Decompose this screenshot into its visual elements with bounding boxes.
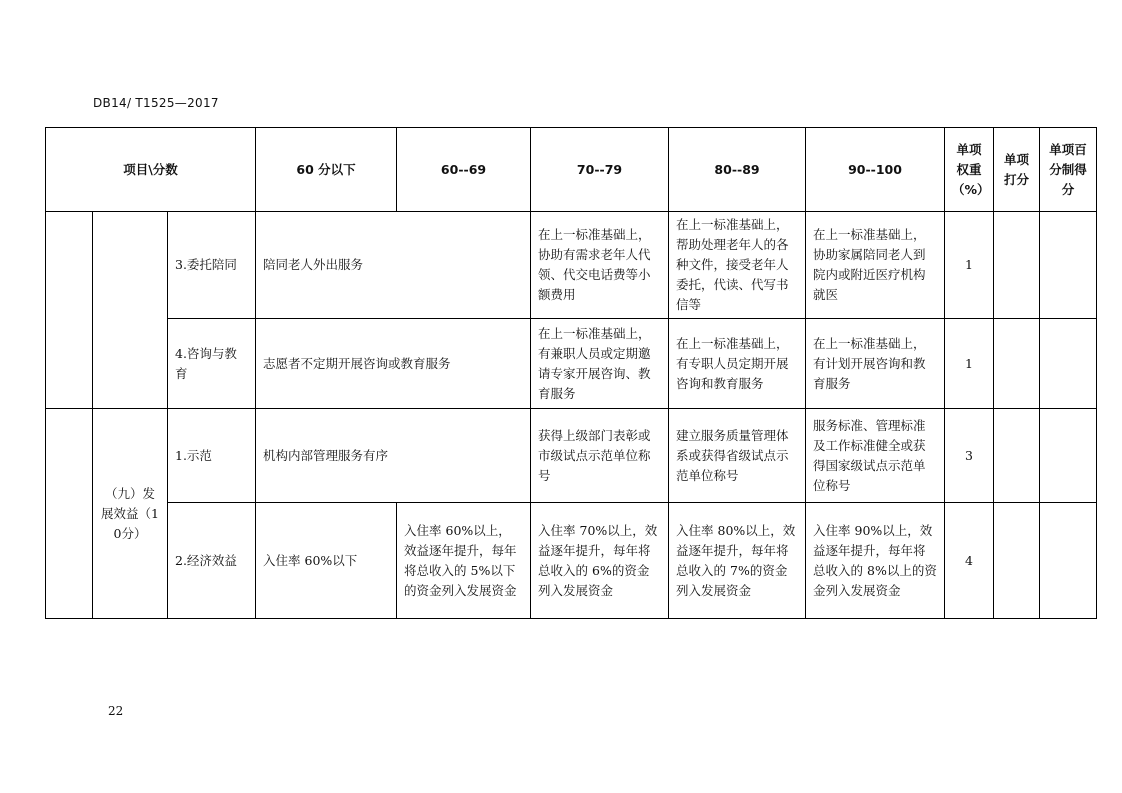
weight-value: 1 bbox=[945, 212, 994, 319]
category-cell-empty bbox=[46, 409, 93, 619]
score-cell[interactable] bbox=[994, 409, 1040, 503]
table-row bbox=[46, 409, 1097, 503]
score-cell[interactable] bbox=[994, 212, 1040, 319]
criteria-70-79: 在上一标准基础上，有兼职人员或定期邀请专家开展咨询、教育服务 bbox=[531, 319, 669, 409]
criteria-below-69: 陪同老人外出服务 bbox=[256, 212, 531, 319]
header-percent-score: 单项百分制得分 bbox=[1040, 128, 1097, 212]
document-id: DB14/ T1525—2017 bbox=[93, 96, 219, 110]
criteria-70-79: 入住率 70%以上，效益逐年提升，每年将总收入的 6%的资金列入发展资金 bbox=[531, 503, 669, 619]
sub-item-label: 1.示范 bbox=[168, 409, 256, 503]
table-row bbox=[46, 212, 1097, 319]
subcategory-cell-empty bbox=[93, 212, 168, 409]
criteria-90-100: 服务标准、管理标准及工作标准健全或获得国家级试点示范单位称号 bbox=[806, 409, 945, 503]
table-row bbox=[46, 319, 1097, 409]
percent-score-cell[interactable] bbox=[1040, 409, 1097, 503]
criteria-90-100: 入住率 90%以上，效益逐年提升，每年将总收入的 8%以上的资金列入发展资金 bbox=[806, 503, 945, 619]
header-item-score: 项目\分数 bbox=[46, 128, 256, 212]
percent-score-cell[interactable] bbox=[1040, 503, 1097, 619]
criteria-90-100: 在上一标准基础上，协助家属陪同老人到院内或附近医疗机构就医 bbox=[806, 212, 945, 319]
weight-value: 3 bbox=[945, 409, 994, 503]
percent-score-cell[interactable] bbox=[1040, 319, 1097, 409]
header-below-60: 60 分以下 bbox=[256, 128, 397, 212]
header-80-89: 80--89 bbox=[669, 128, 806, 212]
header-weight: 单项权重（%） bbox=[945, 128, 994, 212]
category-development-benefit: （九）发展效益（10分） bbox=[93, 409, 168, 619]
criteria-80-89: 入住率 80%以上，效益逐年提升，每年将总收入的 7%的资金列入发展资金 bbox=[669, 503, 806, 619]
criteria-70-79: 获得上级部门表彰或市级试点示范单位称号 bbox=[531, 409, 669, 503]
sub-item-label: 2.经济效益 bbox=[168, 503, 256, 619]
sub-item-label: 4.咨询与教育 bbox=[168, 319, 256, 409]
table-header-row bbox=[46, 128, 1097, 212]
evaluation-table bbox=[45, 127, 1097, 619]
weight-value: 1 bbox=[945, 319, 994, 409]
header-70-79: 70--79 bbox=[531, 128, 669, 212]
category-cell-empty bbox=[46, 212, 93, 409]
criteria-90-100: 在上一标准基础上，有计划开展咨询和教育服务 bbox=[806, 319, 945, 409]
score-cell[interactable] bbox=[994, 503, 1040, 619]
percent-score-cell[interactable] bbox=[1040, 212, 1097, 319]
criteria-below-69: 志愿者不定期开展咨询或教育服务 bbox=[256, 319, 531, 409]
weight-value: 4 bbox=[945, 503, 994, 619]
criteria-80-89: 在上一标准基础上，有专职人员定期开展咨询和教育服务 bbox=[669, 319, 806, 409]
criteria-80-89: 建立服务质量管理体系或获得省级试点示范单位称号 bbox=[669, 409, 806, 503]
page-number: 22 bbox=[108, 704, 124, 718]
criteria-80-89: 在上一标准基础上，帮助处理老年人的各种文件，接受老年人委托，代读、代写书信等 bbox=[669, 212, 806, 319]
criteria-70-79: 在上一标准基础上，协助有需求老年人代领、代交电话费等小额费用 bbox=[531, 212, 669, 319]
sub-item-label: 3.委托陪同 bbox=[168, 212, 256, 319]
table-row bbox=[46, 503, 1097, 619]
header-score: 单项打分 bbox=[994, 128, 1040, 212]
header-90-100: 90--100 bbox=[806, 128, 945, 212]
header-60-69: 60--69 bbox=[397, 128, 531, 212]
criteria-below-60: 入住率 60%以下 bbox=[256, 503, 397, 619]
criteria-below-69: 机构内部管理服务有序 bbox=[256, 409, 531, 503]
score-cell[interactable] bbox=[994, 319, 1040, 409]
criteria-60-69: 入住率 60%以上，效益逐年提升，每年将总收入的 5%以下的资金列入发展资金 bbox=[397, 503, 531, 619]
